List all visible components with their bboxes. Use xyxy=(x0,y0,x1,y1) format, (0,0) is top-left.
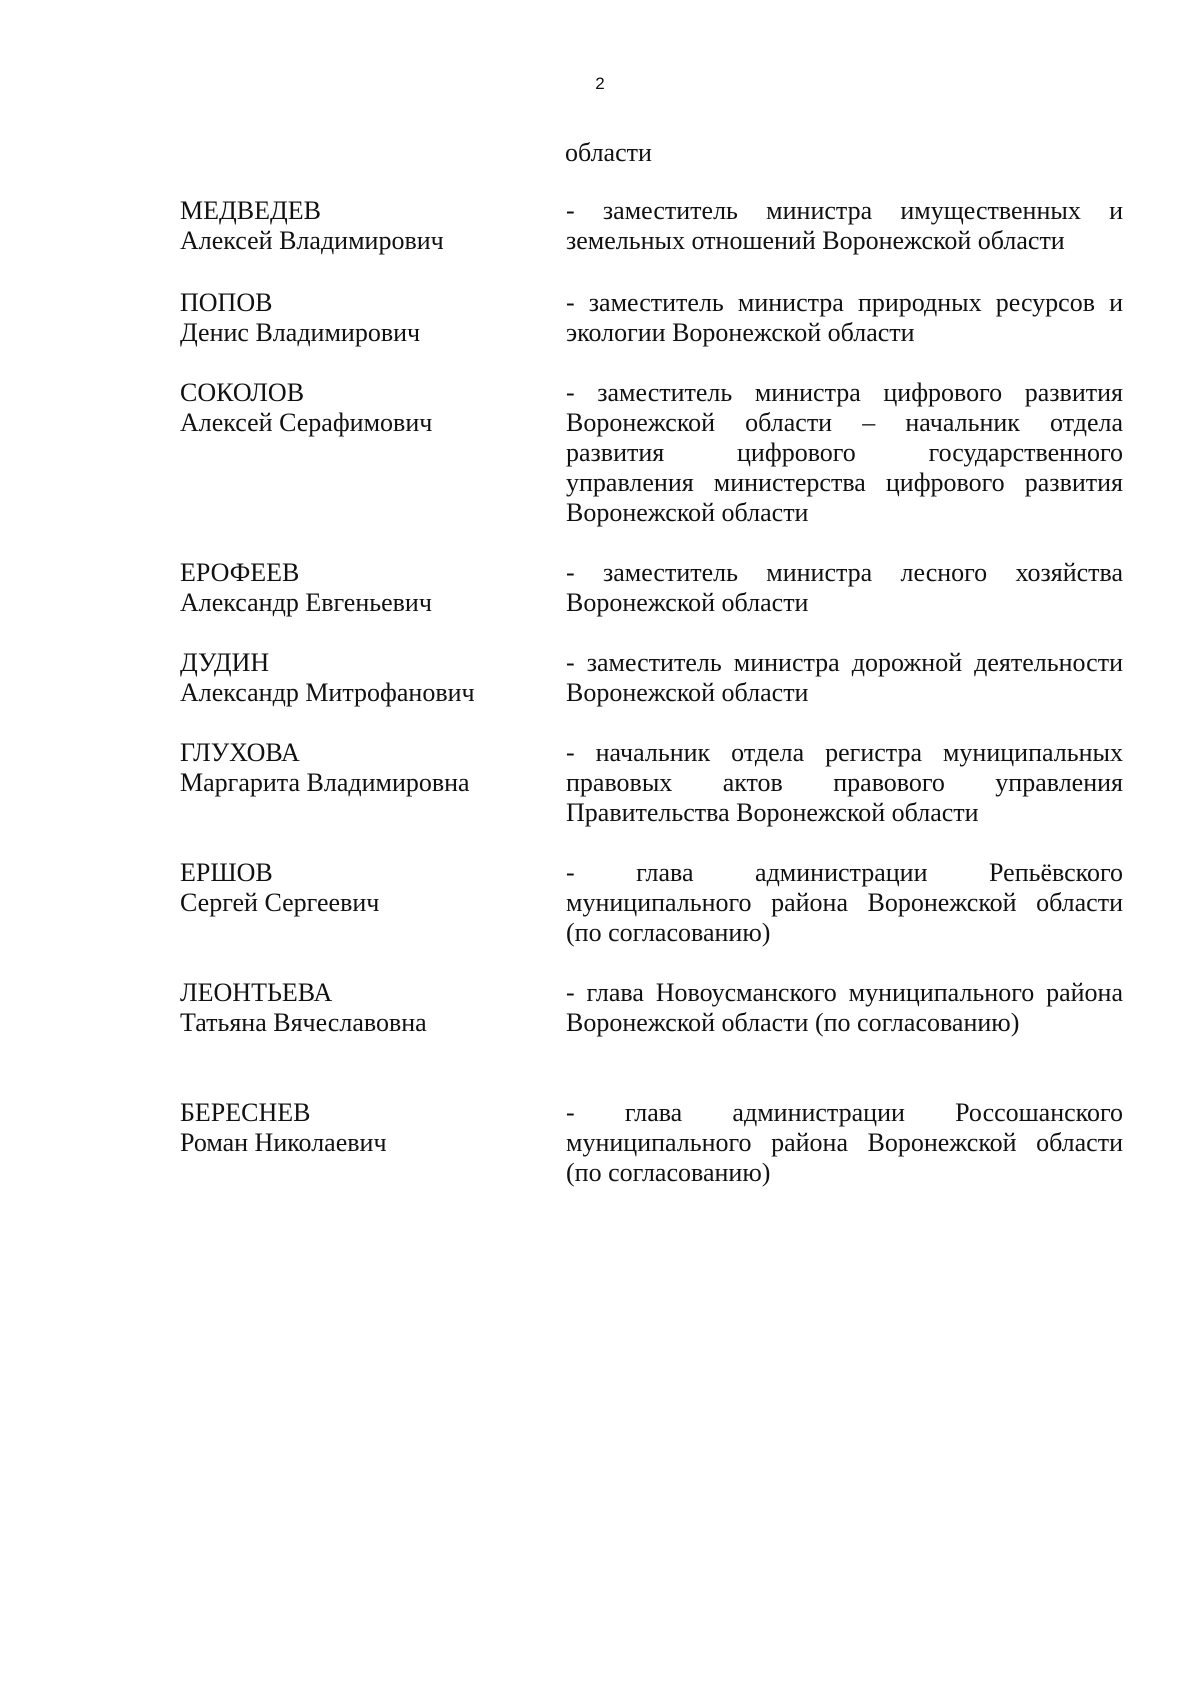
member-surname: БЕРЕСНЕВ xyxy=(180,1098,311,1127)
member-surname: ЛЕОНТЬЕВА xyxy=(180,978,333,1007)
member-given-names: Александр Евгеньевич xyxy=(180,588,432,617)
member-name xyxy=(180,648,540,708)
member-name xyxy=(180,858,540,918)
member-name xyxy=(180,288,540,348)
member-surname: СОКОЛОВ xyxy=(180,378,305,407)
member-given-names: Алексей Серафимович xyxy=(180,408,433,437)
member-role: - глава Новоусманского муниципального района Воронежской области (по согласованию) xyxy=(566,978,1123,1037)
member-name xyxy=(180,196,540,256)
member-role: - глава администрации Россошанского муниципального района Воронежской области (по согласованию) xyxy=(566,1098,1123,1187)
member-role: - заместитель министра дорожной деятельности Воронежской области xyxy=(566,648,1123,707)
member-name xyxy=(180,558,540,618)
member-given-names: Роман Николаевич xyxy=(180,1128,387,1157)
member-role: - начальник отдела регистра муниципальных правовых актов правового управления Правительства Воронежской области xyxy=(566,738,1123,827)
member-given-names: Александр Митрофанович xyxy=(180,678,475,707)
member-role: - заместитель министра природных ресурсов и экологии Воронежской области xyxy=(566,288,1123,347)
member-surname: ПОПОВ xyxy=(180,288,273,317)
member-given-names: Алексей Владимирович xyxy=(180,226,444,255)
member-surname: ДУДИН xyxy=(180,648,270,677)
member-surname: ЕРШОВ xyxy=(180,858,273,887)
member-name xyxy=(180,738,540,798)
member-given-names: Татьяна Вячеславовна xyxy=(180,1008,427,1037)
continuation-text: области xyxy=(565,138,652,167)
page-number: 2 xyxy=(595,74,605,93)
member-name xyxy=(180,378,540,438)
member-role: - заместитель министра цифрового развития Воронежской области – начальник отдела развития цифрового государственного управления министерства цифрового развития Воронежской области xyxy=(566,378,1123,527)
member-name xyxy=(180,1098,540,1158)
member-given-names: Денис Владимирович xyxy=(180,318,421,347)
member-surname: ЕРОФЕЕВ xyxy=(180,558,300,587)
member-surname: ГЛУХОВА xyxy=(180,738,300,767)
member-role: - заместитель министра лесного хозяйства Воронежской области xyxy=(566,558,1123,617)
member-role: - заместитель министра имущественных и земельных отношений Воронежской области xyxy=(566,196,1123,255)
member-role: - глава администрации Репьёвского муниципального района Воронежской области (по согласованию) xyxy=(566,858,1123,947)
member-name xyxy=(180,978,540,1038)
member-given-names: Сергей Сергеевич xyxy=(180,888,380,917)
member-surname: МЕДВЕДЕВ xyxy=(180,196,321,225)
member-given-names: Маргарита Владимировна xyxy=(180,768,470,797)
